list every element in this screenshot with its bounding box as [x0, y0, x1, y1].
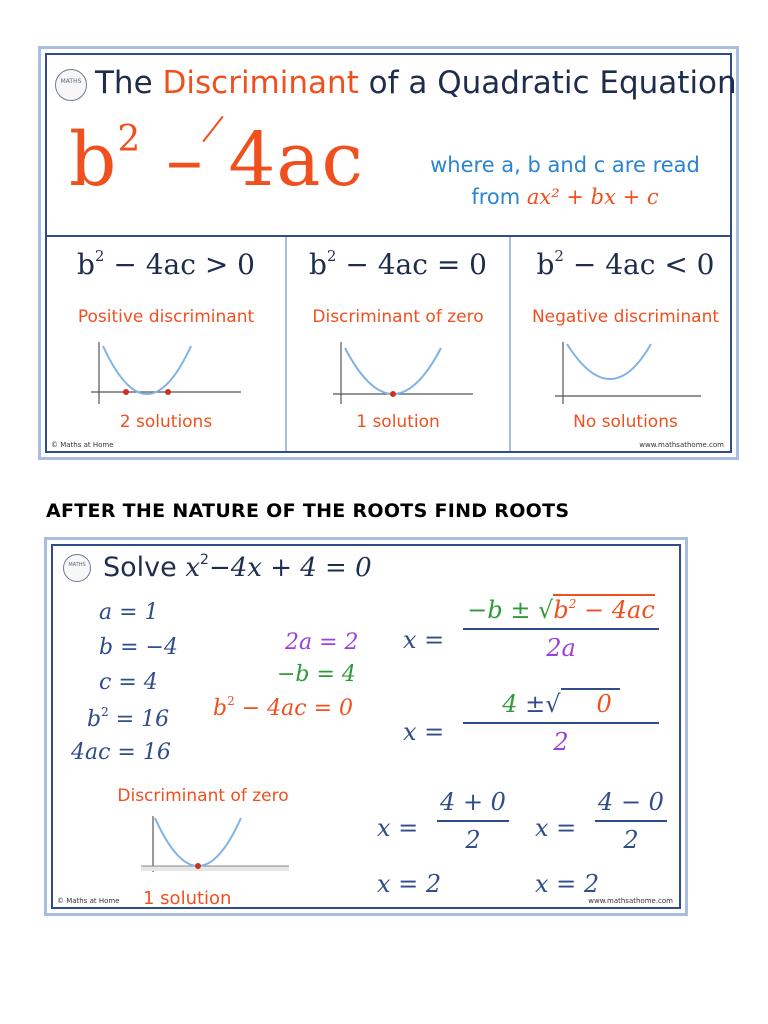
- formula-minus: –: [165, 117, 204, 203]
- b2-rest: = 16: [108, 707, 170, 732]
- x-axis-band: [141, 866, 289, 871]
- parabola-curve: [103, 346, 191, 394]
- case-zero: [287, 237, 509, 451]
- value-4ac: 4ac = 16: [71, 740, 171, 765]
- case-b: b: [308, 248, 327, 281]
- case-label: Negative discriminant: [531, 307, 720, 327]
- formula-exponent: 2: [117, 119, 142, 160]
- eq3a-lhs: x =: [377, 814, 419, 842]
- title-equation: −4x + 4 = 0: [208, 553, 372, 583]
- title-solve: Solve: [103, 552, 186, 583]
- discriminant-formula: [69, 117, 364, 203]
- infographic-frame: [45, 53, 737, 453]
- case-label: Discriminant of zero: [312, 307, 484, 327]
- title-prefix: The: [95, 65, 163, 101]
- eq1-rad-rest: − 4ac: [576, 596, 655, 624]
- eq2-pm-sqrt: ±√: [517, 690, 561, 718]
- title-x: x: [185, 553, 201, 583]
- eq1-neg-b: −b ± √: [467, 596, 554, 624]
- case-formula: [511, 247, 740, 281]
- case-rest: − 4ac > 0: [104, 248, 255, 281]
- disc-rest: − 4ac = 0: [234, 696, 354, 721]
- title-highlight: Discriminant: [162, 65, 359, 101]
- case-solutions: No solutions: [573, 412, 678, 432]
- logo-text: MATHS: [60, 78, 82, 85]
- case-rest: − 4ac = 0: [336, 248, 487, 281]
- parabola-two-roots-graph: [91, 342, 241, 407]
- logo-text: MATHS: [68, 562, 86, 568]
- quadratic-formula-fraction: [463, 596, 659, 662]
- root-point: [165, 389, 171, 395]
- formula-b: b: [69, 117, 118, 203]
- minus-fraction: [595, 788, 667, 854]
- value-b: b = −4: [99, 635, 178, 660]
- plus-fraction: [437, 788, 509, 854]
- value-b-squared: [87, 705, 169, 732]
- eq2-numerator: [463, 690, 659, 718]
- parabola-one-root-graph: [323, 342, 473, 407]
- eq3a-denominator: 2: [465, 826, 481, 854]
- eq2-four: 4: [502, 690, 518, 718]
- infographic-title: [95, 65, 737, 101]
- footer-website: www.mathsathome.com: [639, 441, 724, 449]
- result-b: x = 2: [535, 870, 600, 898]
- discriminant-zero-label: Discriminant of zero: [117, 786, 289, 806]
- eq1-radicand: [553, 594, 654, 624]
- root-point: [195, 863, 201, 869]
- eq2-zero: 0: [561, 688, 620, 718]
- eq1-denominator: 2a: [546, 634, 576, 662]
- title-exp: 2: [200, 552, 209, 568]
- fraction-bar: [595, 820, 667, 822]
- case-exp: 2: [326, 247, 337, 265]
- discriminant-infographic: [38, 46, 739, 460]
- disc-exp: 2: [227, 694, 235, 708]
- solve-example-card: [44, 537, 688, 916]
- eq2-lhs: x =: [403, 718, 445, 746]
- where-line-1: where a, b and c are read: [430, 153, 700, 177]
- fraction-bar: [463, 628, 659, 630]
- case-label: Positive discriminant: [77, 307, 255, 327]
- eq3a-numerator: 4 + 0: [440, 788, 506, 816]
- where-line-2: [410, 181, 720, 213]
- example-frame: [51, 544, 681, 909]
- parabola-curve: [567, 344, 651, 379]
- example-title: [103, 552, 372, 583]
- eq2-denominator: 2: [553, 728, 569, 756]
- formula-4ac: 4ac: [228, 117, 364, 203]
- result-a: x = 2: [377, 870, 442, 898]
- case-solutions: 2 solutions: [119, 412, 213, 432]
- root-point: [390, 391, 396, 397]
- maths-logo-icon: [63, 554, 91, 582]
- eq3b-denominator: 2: [623, 826, 639, 854]
- case-formula: [287, 247, 509, 281]
- eq3b-lhs: x =: [535, 814, 577, 842]
- case-rest: − 4ac < 0: [563, 248, 715, 281]
- eq1-rad-exp: 2: [568, 597, 577, 611]
- case-b: b: [536, 248, 555, 281]
- substituted-fraction: [463, 690, 659, 756]
- disc-base: b: [213, 696, 228, 721]
- eq1-rad-b: b: [553, 596, 569, 624]
- case-negative: [511, 237, 740, 451]
- case-formula: [47, 247, 285, 281]
- footer-copyright: © Maths at Home: [57, 897, 120, 905]
- case-positive: [47, 237, 285, 451]
- where-quadratic: ax² + bx + c: [526, 185, 659, 209]
- parabola-no-roots-graph: [551, 342, 701, 407]
- b2-base: b: [87, 707, 102, 732]
- value-2a: 2a = 2: [285, 630, 359, 655]
- case-b: b: [76, 248, 95, 281]
- eq3b-numerator: 4 − 0: [598, 788, 664, 816]
- solutions-count: 1 solution: [143, 888, 232, 909]
- fraction-bar: [463, 722, 659, 724]
- eq1-numerator: [463, 596, 659, 624]
- section-heading: AFTER THE NATURE OF THE ROOTS FIND ROOTS: [46, 500, 570, 522]
- case-exp: 2: [94, 247, 105, 265]
- value-a: a = 1: [99, 600, 159, 625]
- footer-website: www.mathsathome.com: [588, 897, 673, 905]
- value-neg-b: −b = 4: [277, 662, 356, 687]
- maths-logo-icon: [55, 69, 87, 101]
- fraction-bar: [437, 820, 509, 822]
- parabola-one-root-graph: [141, 816, 291, 876]
- footer-copyright: © Maths at Home: [51, 441, 114, 449]
- where-prefix: from: [471, 185, 527, 209]
- where-note: [410, 149, 720, 213]
- b2-exp: 2: [101, 705, 109, 719]
- case-exp: 2: [554, 247, 564, 265]
- value-discriminant: [213, 694, 353, 721]
- root-point: [123, 389, 129, 395]
- title-suffix: of a Quadratic Equation: [358, 65, 737, 101]
- parabola-curve: [345, 348, 441, 394]
- eq1-lhs: x =: [403, 626, 445, 654]
- case-solutions: 1 solution: [356, 412, 440, 432]
- parabola-curve: [155, 818, 241, 866]
- value-c: c = 4: [99, 670, 158, 695]
